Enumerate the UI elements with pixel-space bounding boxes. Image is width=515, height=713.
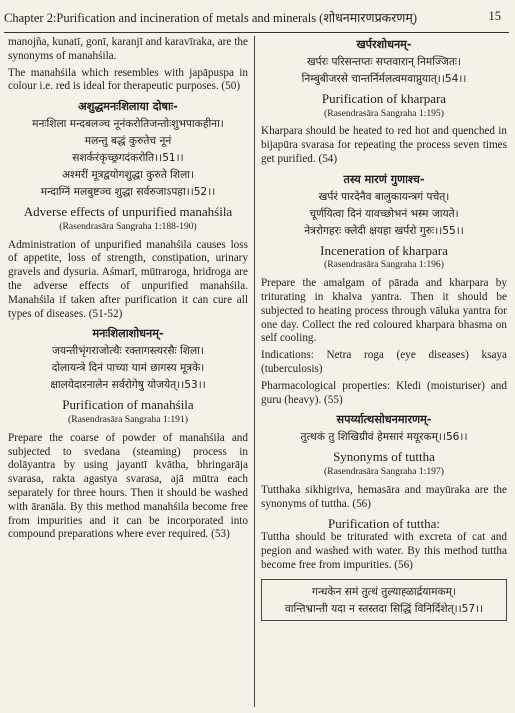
- tuttha-paragraph: Tuttha should be triturated with excreta of cat and pegion and washed with water. By this method tuttha become free from impurities. (56): [261, 531, 507, 571]
- sanskrit-verse-line: अश्मरीं मूत्रद्वयोगशुद्धा कुरुते शिला।: [61, 168, 195, 181]
- sanskrit-verse-line: मलन्तु बद्धं कुरुतेच नूनं: [84, 134, 172, 147]
- reference-citation: (Rasendrasāra Sangraha 1:197): [324, 465, 444, 477]
- reference-citation: (Rasendrasāra Sangraha 1:195): [324, 107, 444, 119]
- section-heading: Synonyms of tuttha: [333, 449, 435, 465]
- sanskrit-title: सपर्य्यात्थसोधनमारणम्-: [336, 413, 432, 427]
- reference-citation: (Rasendrasāra Sangraha 1:188-190): [59, 220, 197, 232]
- chapter-title: Chapter 2:Purification and incineration of metals and minerals (शोधनमारणप्रकरणम्): [4, 11, 418, 25]
- section-heading: Purification of tuttha:: [328, 516, 440, 532]
- section-heading: Adverse effects of unpurified manahśila: [23, 203, 233, 219]
- left-column: [8, 36, 248, 548]
- right-column: [261, 36, 507, 625]
- sanskrit-verse-line: सशर्करंकृच्छ्रगदंकरोति।।51।।: [72, 151, 184, 164]
- sanskrit-verse-line: जयन्तीभृंगराजोत्थैः रक्तागस्त्यरसैः शिला।: [52, 345, 204, 358]
- synonyms-tuttha-paragraph: Tutthaka sikhigriva, hemasāra and mayūraka are the synonyms of tuttha. (56): [261, 483, 507, 510]
- sanskrit-verse-line: निम्बुबीजरसे चान्तर्निर्मलत्वमवाप्नुयात्।।54।।: [301, 72, 467, 85]
- page-header: [4, 9, 507, 27]
- sanskrit-title: मनःशिलाशोधनम्-: [92, 327, 164, 341]
- ideal-paragraph: The manahśila which resembles with japāpuspa in colour i.e. red is ideal for therapeutic purposes. (50): [8, 66, 248, 93]
- indications-paragraph: Indications: Netra roga (eye diseases) ksaya (tuberculosis): [261, 349, 507, 375]
- verse-box: [261, 579, 507, 621]
- sanskrit-verse-line: दोलायन्त्रे दिनं पाच्या यामं छागस्य मूत्रके।: [51, 362, 205, 375]
- sanskrit-title: तस्य मारणं गुणाश्च-: [343, 172, 425, 186]
- sanskrit-verse-line: क्षालयेदारनालेन सर्वरोगेषु योजयेत्।।53।।: [50, 379, 206, 392]
- sanskrit-verse-line: खर्परः परिसन्तप्तः सप्तवारान् निमज्जितः।: [306, 55, 462, 68]
- sanskrit-verse-line: मन्दाग्निं मलबुष्टञ्च शुद्धा सर्वरुजाऽपहा।।52।।: [40, 185, 216, 198]
- reference-citation: (Rasendrasāra Sangraha 1:191): [68, 413, 188, 425]
- synonyms-paragraph: manojña, kunatī, gonī, karanjī and karavīraka, are the synonyms of manahśila.: [8, 36, 248, 62]
- sanskrit-title: खर्परशोधनम्-: [356, 38, 412, 51]
- section-heading: Purification of kharpara: [321, 90, 447, 106]
- sanskrit-verse-line: गन्धकेन समं तुत्थं तुल्याह्ळार्द्रयामकम्।: [311, 585, 456, 598]
- sanskrit-verse-line: खर्परं पारदेनैव बालुकायन्त्रगं पचेत्।: [318, 190, 450, 203]
- sanskrit-verse-line: तुत्थकं तु शिखिग्रीवं हेमसारं मयूरकम्।।56।।: [300, 431, 468, 444]
- adverse-paragraph: Administration of unpurified manahśila causes loss of appetite, loss of strength, constipation, urinary gravels and dysuria. Aśmarī, mūtraroga, hridroga are the adverse effects of unpurified manahśila. Manahśila if taken after purification it can cure all types of diseases. (51-52): [8, 238, 248, 320]
- page-number: 15: [488, 9, 501, 23]
- column-divider: [254, 36, 255, 707]
- kharpara-paragraph: Kharpara should be heated to red hot and quenched in bijapūra svarasa for repeating the process seven times get purified. (54): [261, 125, 507, 165]
- sanskrit-title: अशुद्धमनःशिलाया दोषाः-: [78, 100, 178, 114]
- sanskrit-verse-line: मनःशिला मन्दबलञ्च नूनंकरोतिजन्तोःशुभपाकहीना।: [32, 117, 224, 130]
- section-heading: Inceneration of kharpara: [320, 242, 448, 258]
- sanskrit-verse-line: वान्तिभ्रान्ती यदा न स्तस्तदा सिद्धिं विनिर्दिशेत्।।57।।: [284, 602, 484, 615]
- sanskrit-verse-line: चूर्णयित्वा दिनं यावच्छोभनं भस्म जायते।: [309, 207, 459, 220]
- section-heading: Purification of manahśila: [62, 397, 194, 413]
- header-rule: [4, 32, 509, 33]
- sanskrit-verse-line: नेत्ररोगहरः क्लेदी क्षयहा खर्परो गुरुः।।55।।: [304, 224, 464, 237]
- pharmacology-paragraph: Pharmacological properties: Kledi (moisturiser) and guru (heavy). (55): [261, 379, 507, 406]
- purification-paragraph: Prepare the coarse of powder of manahśila and subjected to svedana (steaming) process in dolāyantra by using jayantī kvātha, bhringarāja svarasa, rakta agastya svarasa, ajā mūtra each separately for three hours. Then it should be washed with āranāla. By this method manahśila become free from impurities and it can be incorporated into compound preparations where ever required. (53): [8, 431, 248, 541]
- incineration-paragraph: Prepare the amalgam of pārada and kharpara by triturating in khalva yantra. Then it should be subjected to heating process through vāluka yantra for one day. Collect the red coloured kharpara bhasma on self cooling.: [261, 277, 507, 345]
- reference-citation: (Rasendrasāra Sangraha 1:196): [324, 259, 444, 271]
